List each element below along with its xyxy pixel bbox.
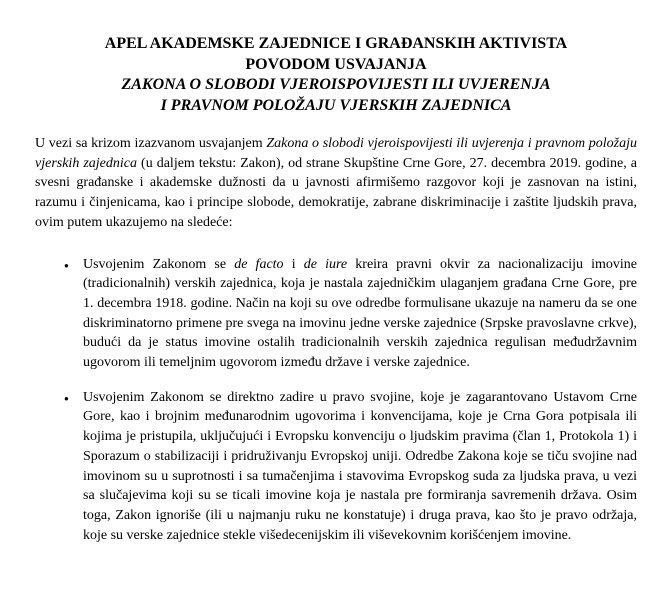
bullet-1-text-1: Usvojenim Zakonom se <box>83 256 235 272</box>
title-line-3-law-name: ZAKONA O SLOBODI VJEROISPOVIJESTI ILI UVJERENJA <box>121 76 551 93</box>
intro-text-2: (u daljem tekstu: Zakon), od strane Skupštine Crne Gore, 27. decembra 2019. godine, a svesni građanske i akademske dužnosti da u javnosti afirmišemo razgovor koji je zasnovan na istini, razumu i činjenicama, kao i principe slobode, demokratije, zabrane diskriminacije i zaštite ljudskih prava, ovim putem ukazujemo na sledeće: <box>35 155 637 230</box>
document-title <box>35 34 637 116</box>
title-line-2: POVODOM USVAJANJA <box>245 55 427 73</box>
bullet-list <box>35 255 637 546</box>
bullet-marker: ● <box>64 393 69 403</box>
bullet-1-text-2: i <box>283 256 304 272</box>
bullet-item-1 <box>35 255 637 373</box>
title-line-1: APEL AKADEMSKE ZAJEDNICE I GRAĐANSKIH AKTIVISTA <box>104 35 568 52</box>
intro-law-title-italic: Zakona o slobodi vjeroispovijesti ili uvjerenja i pravnom položaju vjerskih zajednica <box>35 136 638 171</box>
bullet-marker: ● <box>64 260 69 270</box>
intro-paragraph <box>35 134 637 233</box>
bullet-1-paragraph <box>83 255 637 373</box>
title-line-4-law-name: I PRAVNOM POLOŽAJU VJERSKIH ZAJEDNICA <box>160 96 512 114</box>
bullet-2-paragraph <box>83 388 637 546</box>
bullet-1-de-iure-italic: de iure <box>303 256 348 272</box>
bullet-item-2 <box>35 388 637 546</box>
intro-text-1: U vezi sa krizom izazvanom usvajanjem <box>35 136 267 151</box>
bullet-1-de-facto-italic: de facto <box>234 256 284 272</box>
bullet-1-text-3: kreira pravni okvir za nacionalizaciju imovine (tradicionalnih) verskih zajednica, koja je nastala zajedničkim ulaganjem građana Crne Gore, pre 1. decembra 1918. godine. Način na koji su ove odredbe formulisane ukazuje na nameru da se one diskriminatorno primene pre svega na imovinu jedne verske zajednice (Srpske pravoslavne crkve), budući da je status imovine ostalih tradicionalnih verskih zajednica regulisan međudržavnim ugovorom ili temeljnim ugovorom između države i verske zajednice. <box>83 256 637 371</box>
bullet-2-text-1: Usvojenim Zakonom se direktno zadire u pravo svojine, koje je zagarantovano Ustavom Crne Gore, kao i brojnim međunarodnim ugovorima i konvencijama, koje je Crna Gora potpisala ili kojima je pristupila, uključujući i Evropsku konvenciju o ljudskim pravima (član 1, Protokola 1) i Sporazum o stabilizaciji i pridruživanju Evropskoj uniji. Odredbe Zakona koje se tiču svojine nad imovinom su u suprotnosti i sa tumačenjima i stavovima Evropskog suda za ljudska prava, u vezi sa slučajevima koji su se ticali imovine koja je nastala pre formiranja savremenih država. Osim toga, Zakon ignoriše (ili u najmanju ruku ne konstatuje) i druga prava, kao što je pravo održaja, koje su verske zajednice stekle višedecenijskim ili viševekovnim korišćenjem imovine. <box>83 389 637 543</box>
